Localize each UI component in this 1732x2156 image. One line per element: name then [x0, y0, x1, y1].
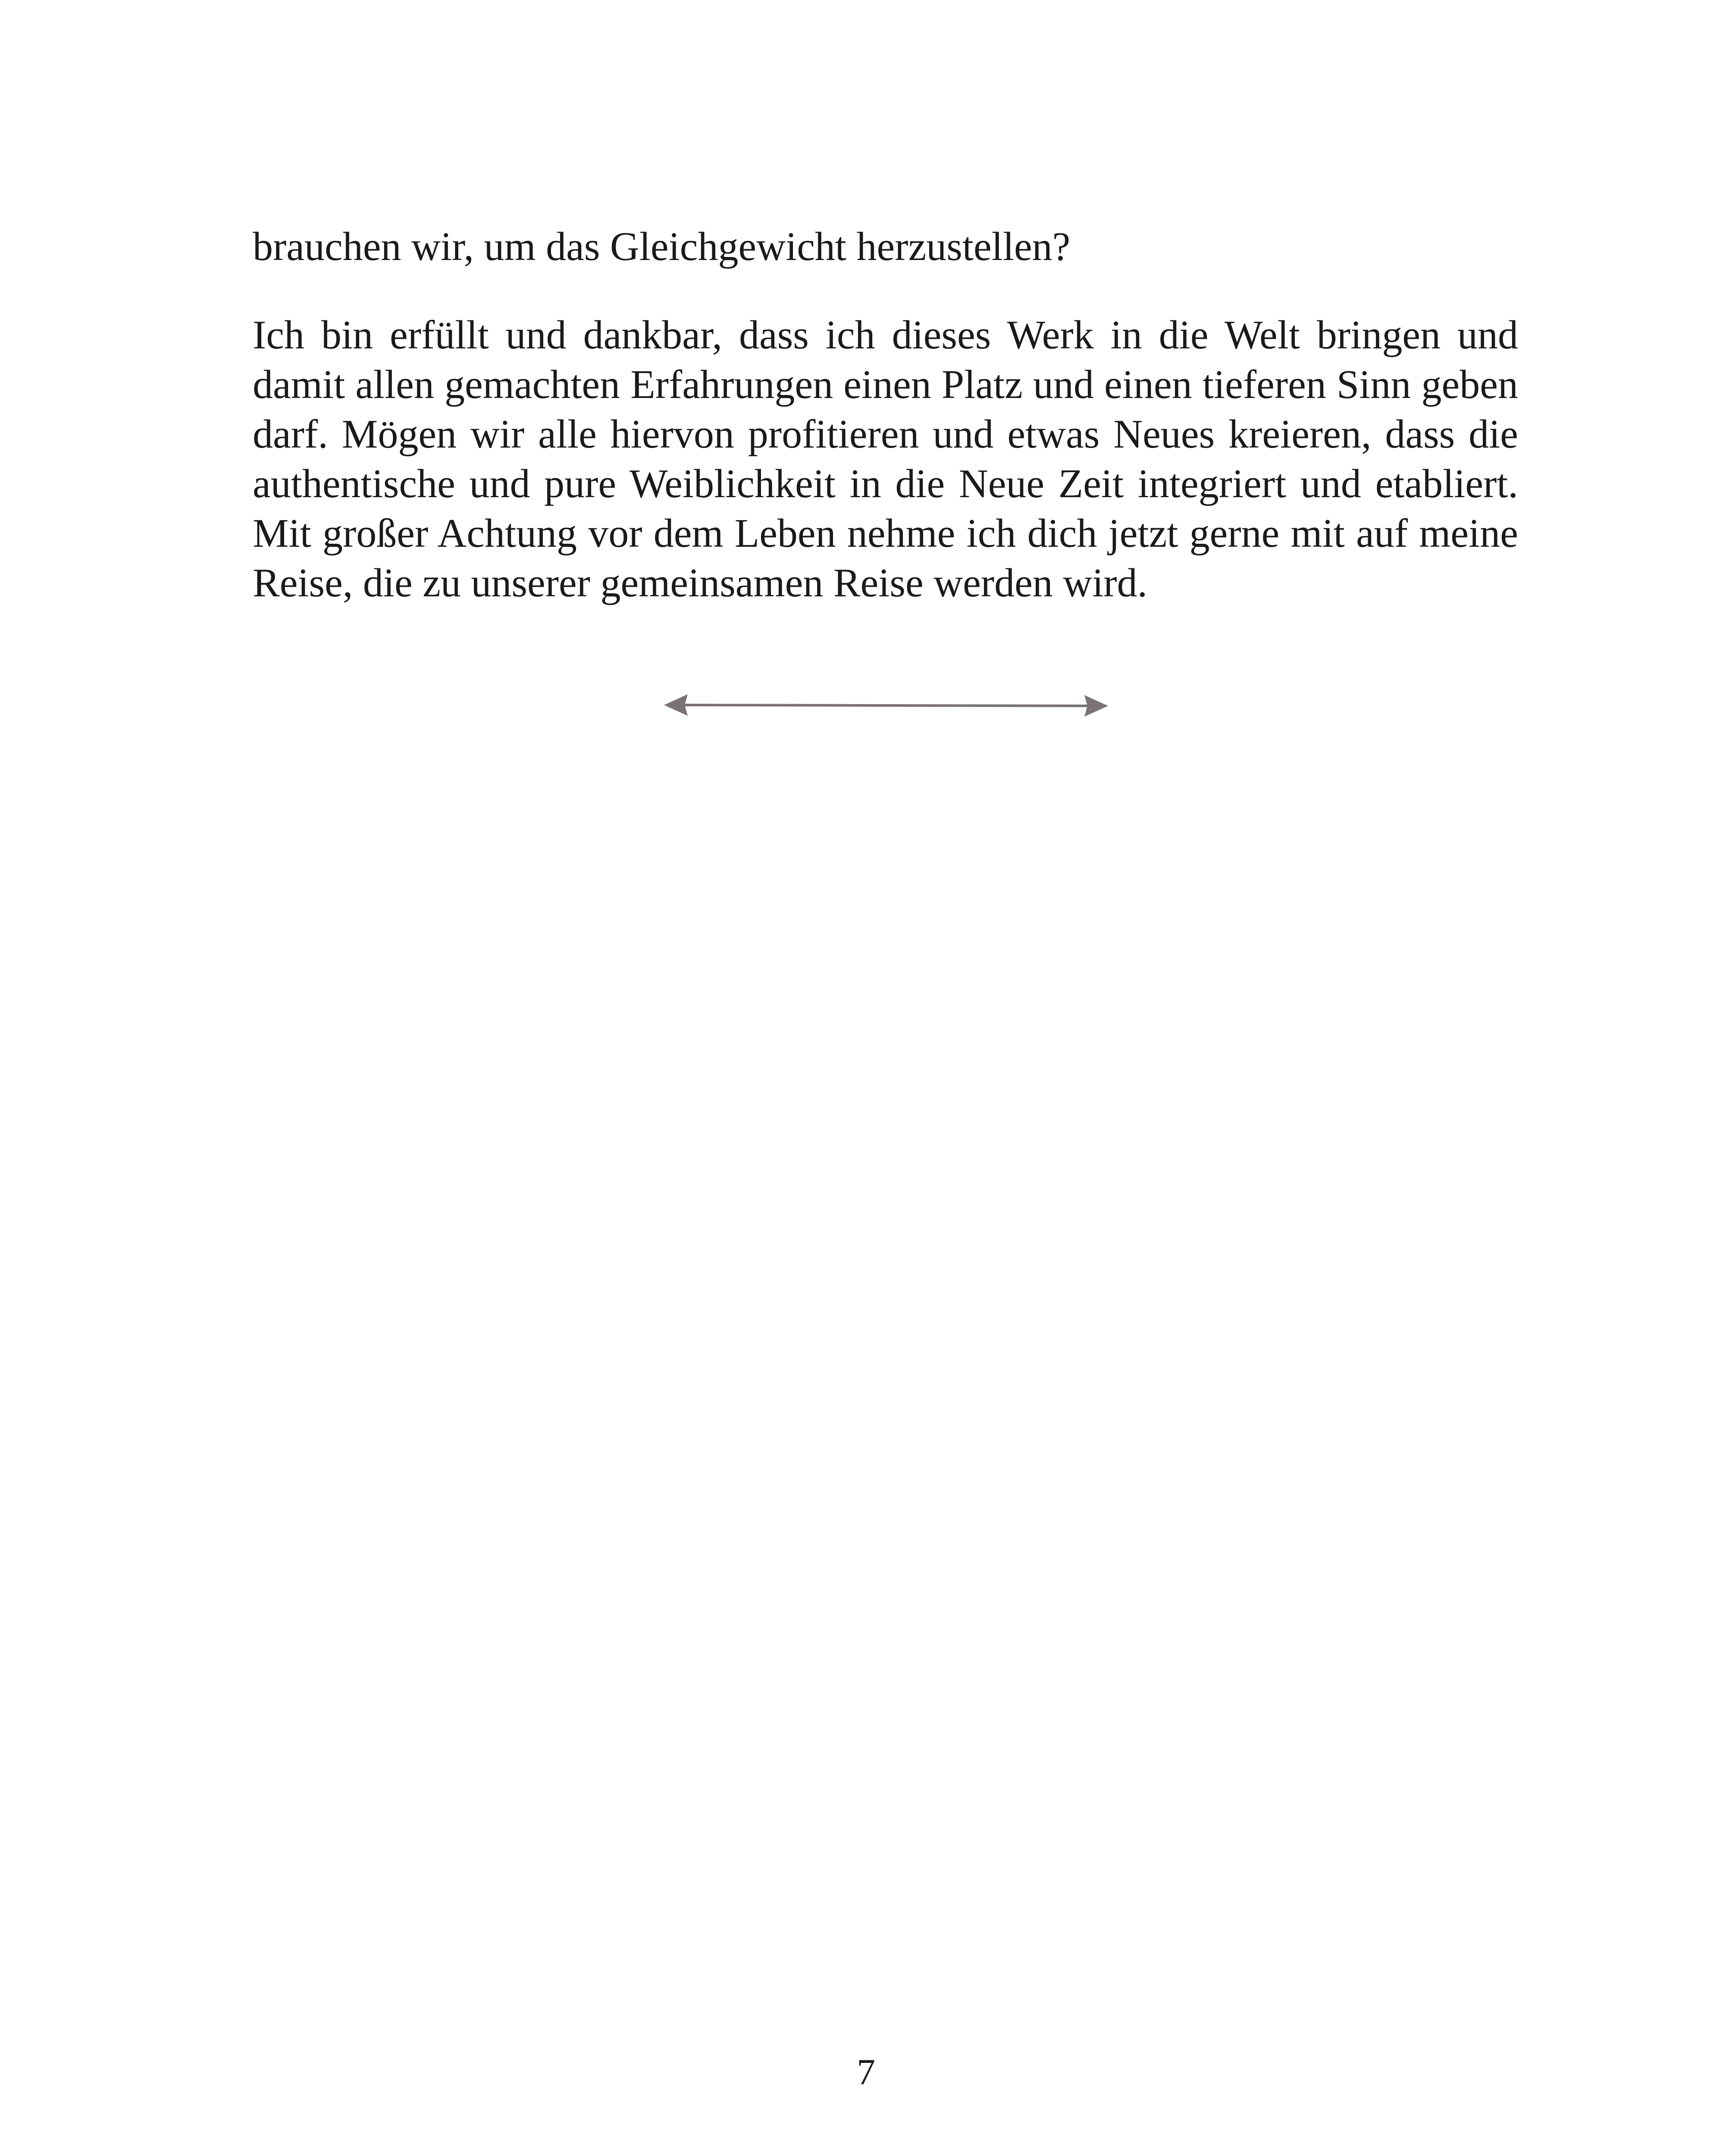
main-paragraph: Ich bin erfüllt und dankbar, dass ich dieses Werk in die Welt bringen und damit allen gemachten Erfahrungen einen Platz und einen tieferen Sinn geben darf. Mögen wir alle hiervon profitieren und etwas Neues kreieren, dass die authentische und pure Weiblichkeit in die Neue Zeit integriert und etabliert. Mit großer Achtung vor dem Leben nehme ich dich jetzt gerne mit auf meine Reise, die zu unserer gemeinsamen Reise werden wird. — [253, 313, 1518, 605]
double-arrow-shape — [664, 694, 1108, 717]
double-arrow-icon — [664, 690, 1108, 720]
lead-line: brauchen wir, um das Gleichgewicht herzustellen? — [253, 224, 1071, 269]
page-number: 7 — [857, 2051, 875, 2093]
body-text — [253, 222, 1518, 608]
